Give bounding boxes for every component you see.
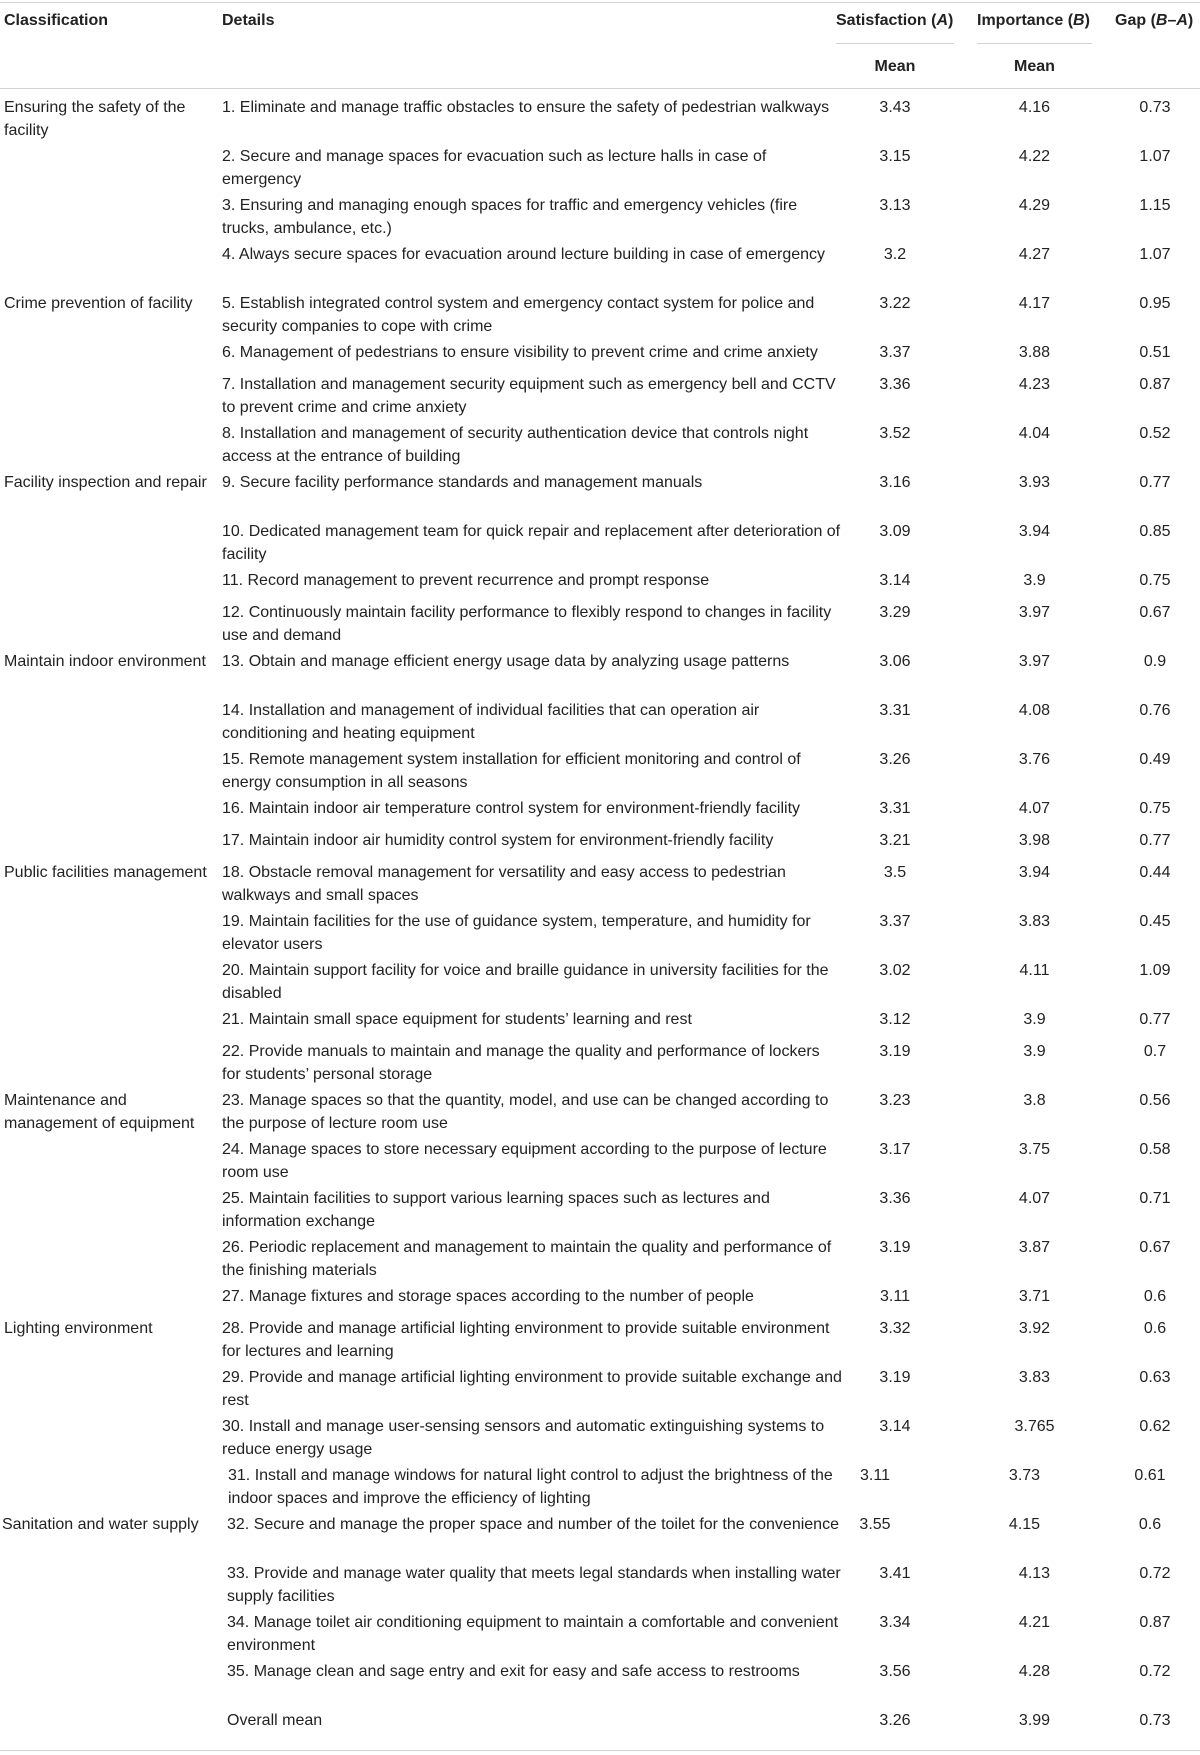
row-gap: 0.9 [1143,653,1167,670]
row-satisfaction: 3.52 [879,425,911,442]
row-detail: 32. Secure and manage the proper space and number of the toilet for the convenience [227,1516,839,1533]
row-importance: 3.71 [1018,1288,1051,1305]
row-importance: 3.73 [1008,1467,1041,1484]
row-detail: 27. Manage fixtures and storage spaces according to the number of people [222,1288,754,1305]
row-importance: 3.94 [1018,523,1051,540]
bottom-rule [0,1750,1200,1751]
row-satisfaction: 3.34 [879,1614,911,1631]
row-gap: 0.72 [1139,1663,1171,1680]
row-gap: 0.6 [1138,1516,1162,1533]
row-satisfaction: 3.16 [879,474,911,491]
row-satisfaction: 3.37 [879,344,911,361]
row-importance: 3.83 [1018,913,1051,930]
header-mean-satisfaction: Mean [874,58,916,75]
row-importance: 4.16 [1018,99,1051,116]
row-classification: Lighting environment [4,1320,153,1337]
row-importance: 3.99 [1018,1712,1051,1729]
row-importance: 4.04 [1018,425,1051,442]
row-importance: 4.17 [1018,295,1051,312]
row-gap: 0.73 [1139,1712,1171,1729]
row-gap: 1.07 [1139,246,1171,263]
row-satisfaction: 3.11 [860,1467,890,1484]
row-importance: 3.93 [1018,474,1051,491]
row-classification: Sanitation and water supply [2,1516,199,1533]
row-detail: 35. Manage clean and sage entry and exit for easy and safe access to restrooms [227,1663,800,1680]
row-importance: 4.15 [1008,1516,1041,1533]
row-importance: 3.9 [1023,572,1046,589]
row-detail: 34. Manage toilet air conditioning equipment to maintain a comfortable and convenient environment [227,1614,839,1654]
row-satisfaction: 3.22 [879,295,911,312]
row-detail: 6. Management of pedestrians to ensure visibility to prevent crime and crime anxiety [222,344,818,361]
row-detail: 8. Installation and management of security authentication device that controls night access at the entrance of building [222,425,809,465]
row-satisfaction: 3.11 [880,1288,910,1305]
row-importance: 4.21 [1018,1614,1051,1631]
row-satisfaction: 3.26 [879,751,911,768]
top-rule [0,2,1200,3]
row-satisfaction: 3.5 [883,864,907,881]
row-satisfaction: 3.23 [879,1092,911,1109]
row-detail: 20. Maintain support facility for voice and braille guidance in university facilities for the disabled [222,962,829,1002]
row-importance: 4.13 [1018,1565,1051,1582]
row-satisfaction: 3.31 [879,800,911,817]
row-satisfaction: 3.17 [879,1141,911,1158]
row-gap: 0.63 [1139,1369,1171,1386]
row-satisfaction: 3.37 [879,913,911,930]
row-detail: 10. Dedicated management team for quick repair and replacement after deterioration of facility [222,523,841,563]
row-importance: 3.765 [1014,1418,1055,1435]
row-importance: 4.07 [1018,800,1051,817]
row-gap: 0.87 [1139,376,1171,393]
row-detail: 30. Install and manage user-sensing sensors and automatic extinguishing systems to reduce energy usage [222,1418,825,1458]
row-classification: Maintain indoor environment [4,653,206,670]
row-importance: 4.08 [1018,702,1051,719]
row-satisfaction: 3.21 [879,832,911,849]
row-importance: 3.92 [1018,1320,1051,1337]
row-detail: 29. Provide and manage artificial lighting environment to provide suitable exchange and rest [222,1369,842,1409]
row-gap: 0.62 [1139,1418,1171,1435]
row-satisfaction: 3.14 [879,1418,911,1435]
row-importance: 4.28 [1018,1663,1051,1680]
row-detail: 11. Record management to prevent recurrence and prompt response [222,572,710,589]
row-gap: 0.56 [1139,1092,1171,1109]
row-classification: Facility inspection and repair [4,474,207,491]
row-importance: 3.8 [1023,1092,1046,1109]
row-detail: 2. Secure and manage spaces for evacuation such as lecture halls in case of emergency [222,148,767,188]
row-satisfaction: 3.06 [879,653,911,670]
row-satisfaction: 3.56 [879,1663,911,1680]
row-classification: Public facilities management [4,864,207,881]
header-classification: Classification [4,12,109,29]
row-importance: 3.9 [1023,1011,1046,1028]
row-detail: 24. Manage spaces to store necessary equipment according to the purpose of lecture room use [222,1141,827,1181]
row-importance: 3.87 [1018,1239,1051,1256]
row-satisfaction: 3.19 [879,1043,911,1060]
row-detail: 25. Maintain facilities to support various learning spaces such as lectures and information exchange [222,1190,770,1230]
row-satisfaction: 3.14 [879,572,911,589]
row-detail: 26. Periodic replacement and management to maintain the quality and performance of the finishing materials [222,1239,832,1279]
row-classification: Crime prevention of facility [4,295,193,312]
row-gap: 0.85 [1139,523,1171,540]
row-satisfaction: 3.29 [879,604,911,621]
row-gap: 0.77 [1139,474,1171,491]
row-importance: 3.88 [1018,344,1051,361]
row-gap: 1.15 [1139,197,1171,214]
row-satisfaction: 3.09 [879,523,911,540]
row-gap: 0.95 [1139,295,1171,312]
row-detail: 7. Installation and management security equipment such as emergency bell and CCTV to prevent crime and crime anxiety [222,376,836,416]
row-detail: 21. Maintain small space equipment for students’ learning and rest [222,1011,692,1028]
row-satisfaction: 3.19 [879,1369,911,1386]
row-importance: 4.11 [1019,962,1050,979]
row-satisfaction: 3.55 [859,1516,891,1533]
header-satisfaction: Satisfaction (A) [836,12,954,29]
row-detail: 9. Secure facility performance standards and management manuals [222,474,703,491]
row-gap: 0.7 [1143,1043,1167,1060]
row-gap: 0.51 [1139,344,1171,361]
row-classification: Maintenance and management of equipment [4,1092,195,1132]
header-importance: Importance (B) [977,12,1090,29]
row-gap: 0.87 [1139,1614,1171,1631]
row-satisfaction: 3.19 [879,1239,911,1256]
row-satisfaction: 3.32 [879,1320,911,1337]
row-importance: 3.97 [1018,653,1051,670]
row-satisfaction: 3.13 [879,197,911,214]
row-satisfaction: 3.41 [879,1565,911,1582]
row-detail: 19. Maintain facilities for the use of guidance system, temperature, and humidity for elevator users [222,913,811,953]
satisfaction-underline [836,43,954,44]
row-detail: Overall mean [227,1712,323,1729]
row-gap: 0.45 [1139,913,1171,930]
row-gap: 1.07 [1139,148,1171,165]
row-gap: 0.77 [1139,832,1171,849]
row-detail: 22. Provide manuals to maintain and manage the quality and performance of lockers for students’ personal storage [222,1043,820,1083]
row-satisfaction: 3.43 [879,99,911,116]
row-gap: 0.67 [1139,604,1171,621]
header-mean-importance: Mean [1014,58,1055,75]
row-detail: 15. Remote management system installation for efficient monitoring and control of energy consumption in all seasons [222,751,801,791]
row-detail: 12. Continuously maintain facility performance to flexibly respond to changes in facility use and demand [222,604,832,644]
row-detail: 1. Eliminate and manage traffic obstacles to ensure the safety of pedestrian walkways [222,99,830,116]
row-importance: 4.23 [1018,376,1051,393]
row-detail: 17. Maintain indoor air humidity control system for environment-friendly facility [222,832,774,849]
row-satisfaction: 3.15 [879,148,911,165]
row-gap: 0.67 [1139,1239,1171,1256]
row-gap: 0.6 [1143,1288,1167,1305]
row-gap: 0.75 [1139,800,1171,817]
row-importance: 3.98 [1018,832,1051,849]
row-importance: 3.97 [1018,604,1051,621]
row-detail: 23. Manage spaces so that the quantity, model, and use can be changed according to the purpose of lecture room use [222,1092,829,1132]
row-gap: 1.09 [1139,962,1171,979]
row-detail: 13. Obtain and manage efficient energy usage data by analyzing usage patterns [222,653,790,670]
row-classification: Ensuring the safety of the facility [4,99,186,139]
row-gap: 0.76 [1139,702,1171,719]
row-detail: 33. Provide and manage water quality that meets legal standards when installing water supply facilities [227,1565,841,1605]
row-gap: 0.49 [1139,751,1171,768]
row-importance: 4.27 [1018,246,1051,263]
row-detail: 4. Always secure spaces for evacuation around lecture building in case of emergency [222,246,826,263]
row-gap: 0.75 [1139,572,1171,589]
row-satisfaction: 3.12 [879,1011,911,1028]
header-gap: Gap (B–A) [1115,12,1194,29]
row-detail: 16. Maintain indoor air temperature control system for environment-friendly facility [222,800,801,817]
row-detail: 3. Ensuring and managing enough spaces for traffic and emergency vehicles (fire trucks, ambulance, etc.) [222,197,798,237]
row-gap: 0.52 [1139,425,1171,442]
row-detail: 18. Obstacle removal management for versatility and easy access to pedestrian walkways and small spaces [222,864,786,904]
row-importance: 3.9 [1023,1043,1046,1060]
row-satisfaction: 3.2 [883,246,907,263]
row-gap: 0.72 [1139,1565,1171,1582]
row-importance: 4.29 [1018,197,1051,214]
row-satisfaction: 3.36 [879,1190,911,1207]
row-satisfaction: 3.26 [879,1712,911,1729]
row-detail: 5. Establish integrated control system and emergency contact system for police and security companies to cope with crime [222,295,815,335]
row-gap: 0.77 [1139,1011,1171,1028]
header-rule [0,88,1200,89]
row-gap: 0.71 [1139,1190,1171,1207]
row-detail: 14. Installation and management of individual facilities that can operation air conditioning and heating equipment [222,702,760,742]
row-detail: 31. Install and manage windows for natural light control to adjust the brightness of the indoor spaces and improve the efficiency of lighting [228,1467,833,1507]
row-importance: 4.22 [1018,148,1051,165]
row-gap: 0.61 [1134,1467,1166,1484]
row-satisfaction: 3.36 [879,376,911,393]
row-importance: 3.75 [1018,1141,1051,1158]
importance-underline [977,43,1092,44]
row-importance: 3.94 [1018,864,1051,881]
row-gap: 0.44 [1139,864,1171,881]
header-details: Details [222,12,275,29]
row-satisfaction: 3.02 [879,962,911,979]
row-detail: 28. Provide and manage artificial lighting environment to provide suitable environment for lectures and learning [222,1320,830,1360]
row-importance: 3.83 [1018,1369,1051,1386]
row-satisfaction: 3.31 [879,702,911,719]
row-gap: 0.6 [1143,1320,1167,1337]
row-importance: 3.76 [1018,751,1051,768]
row-gap: 0.73 [1139,99,1171,116]
row-importance: 4.07 [1018,1190,1051,1207]
row-gap: 0.58 [1139,1141,1171,1158]
